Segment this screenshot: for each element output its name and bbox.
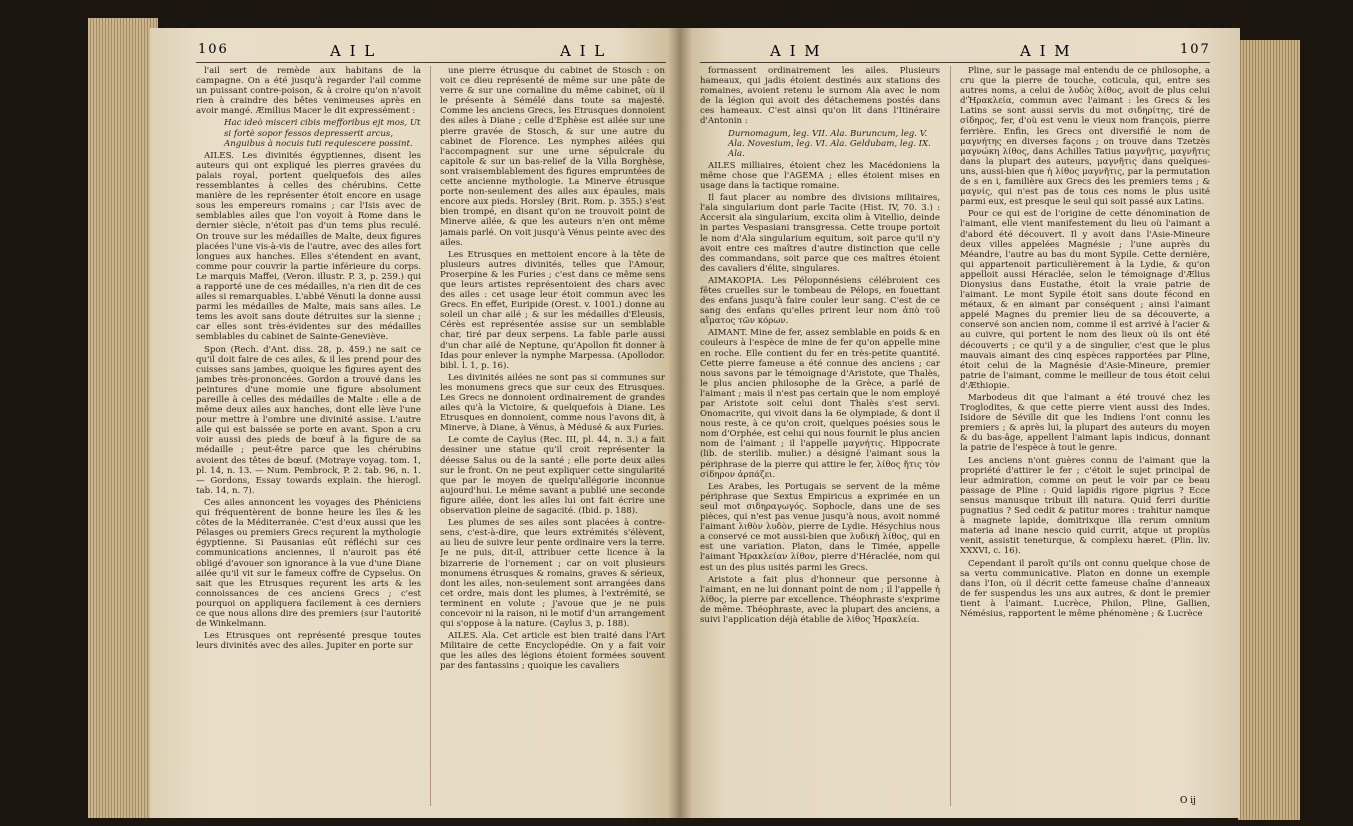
paragraph: AIMANT. Mine de fer, assez semblable en poids & en couleurs à l'espèce de mine de fer qu'on appelle mine en roche. Elle contient du fer en très-petite quantité. Cette pierre fameuse a été connue des anciens ; car nous savons par le témoignage d'Aristote, que Thalès, le plus ancien philosophe de la Grèce, a parlé de l'aimant ; mais il n'est pas certain que le nom employé par Aristote soit celui dont Thalès s'est servi. Onomacrite, qui vivoit dans la 6e olympiade, & dont il nous reste, à ce qu'on croit, quelques poésies sous le nom d'Orphée, est celui qui nous fournit le plus ancien nom de l'aimant ; il l'appelle μαγνήτις. Hippocrate (lib. de sterilib. mulier.) a désigné l'aimant sous la périphrase de la pierre qui attire le fer, λίθος ἥτις τὸν σίδηρον ἁρπάζει. xyxy=(700,328,940,480)
paragraph: AILES milliaires, étoient chez les Macédoniens la même chose que l'AGEMA ; elles étoient mises en usage dans la tactique romaine. xyxy=(700,160,940,192)
signature-mark: O ij xyxy=(1180,796,1196,806)
right-column-1 xyxy=(700,66,940,786)
paragraph: Ces ailes annoncent les voyages des Phéniciens qui fréquentèrent de bonne heure les îles & les côtes de la Méditerranée. C'est d'eux aussi que les Pélasges ou premiers Grecs reçurent la mythologie égyptienne. Si Pausanias eût réfléchi sur ces communications anciennes, il n'auroit pas été obligé d'avouer son ignorance à la vue d'une Diane ailée qu'il vit sur le fameux coffre de Cypselus. On sait que les Etrusques reçurent les arts & les connoissances de ces anciens Grecs ; c'est pourquoi on appliquera facilement à ces derniers ce que nous allons dire des premiers (sur l'autorité de Winkelmann. xyxy=(196,497,421,630)
left-head-rule xyxy=(196,62,666,63)
paragraph: Marbodeus dit que l'aimant a été trouvé chez les Troglodites, & que cette pierre vient aussi des Indes. Isidore de Séville dit que les Indiens l'ont connu les premiers ; & après lui, la plupart des auteurs du moyen & du bas-âge, appellent l'aimant lapis indicus, donnant la patrie de l'espèce à tout le genre. xyxy=(960,393,1210,454)
paragraph: Les Etrusques en mettoient encore à la tête de plusieurs autres divinités, telles que l'Amour, Proserpine & les Furies ; c'est dans ce même sens que leurs artistes représentoient des chars avec des ailes : cet usage leur étoit commun avec les Grecs. En effet, Euripide (Orest. v. 1001.) donne au soleil un char ailé ; & sur les médailles d'Eleusis, Cérès est représentée assise sur un semblable char, tiré par deux serpens. La fable parle aussi d'un char ailé de Neptune, qu'Apollon fit donner à Idas pour enlever la nymphe Marpessa. (Apollodor. bibl. l. 1, p. 16). xyxy=(440,249,665,371)
right-column-2 xyxy=(960,66,1210,786)
paragraph: Les divinités ailées ne sont pas si communes sur les monumens grecs que sur ceux des Etrusques. Les Grecs ne donnoient ordinairement de grandes ailes qu'à la Victoire, & quelquefois à Diane. Les Etrusques en donnoient, comme nous l'avons dit, à Minerve, à Diane, à Vénus, à Médusé & aux Furies. xyxy=(440,372,665,434)
paragraph: Les Etrusques ont représenté presque toutes leurs divinités avec des ailes. Jupiter en porte sur xyxy=(196,631,421,652)
left-page-number: 106 xyxy=(198,42,229,57)
paragraph: AIMAKOPIA. Les Péloponnésiens célébroient ces fêtes cruelles sur le tombeau de Pélops, en fouettant des enfans jusqu'à faire couler leur sang. C'est de ce sang des enfans qu'elles prirent leur nom ἀπὸ τοῦ αἵματος τῶν κόρων. xyxy=(700,275,940,327)
left-page-edges xyxy=(88,18,158,818)
paragraph: Pline, sur le passage mal entendu de ce philosophe, a cru que la pierre de touche, coticula, qui, entre ses autres noms, a celui de λυδὸς λίθος, avoit de plus celui d'Ἡρακλεία, commun avec l'aimant : les Grecs & les Latins se sont aussi servis du mot σιδηρίτης, tiré de σίδηρος, fer, d'où est venu le vieux nom françois, pierre ferrière. Enfin, les Grecs ont diversifié le nom de μαγνήτης en diverses façons ; on trouve dans Tzetzès μαγνώκη λίθος, dans Achilles Tatius μαγνῆτις, μαγνῆτις dans la plupart des auteurs, μαγνῆτις dans quelques-uns, aussi-bien que ἡ λίθος μαγνῆτις, par la permutation de s en i, familière aux Grecs des les premiers tems ; & μαγνίς, qui n'est pas de tous ces noms le plus usité parmi eux, est presque le seul qui soit passé aux Latins. xyxy=(960,66,1210,208)
verse-quote: Hac ideò misceri cibis mefforibus ejt mos, Ut si fortè sopor fessos depresserit arcus, Anguibus à nocuis tuti requiescere possint. xyxy=(224,118,421,149)
paragraph: AILES. Les divinités égyptiennes, disent les auteurs qui ont expliqué les pierres gravées du palais royal, portent quelquefois des ailes ressemblantes à celles des chérubins. Cette manière de les représenter étoit encore en usage sous les empereurs romains ; car l'Isis avec de semblables ailes que l'on voyoit à Rome dans le dernier siècle, n'étoit pas d'un tems plus reculé. On trouve sur les médailles de Malte, deux figures placées l'une vis-à-vis de l'autre, avec des ailes fort longues aux hanches. Elles s'étendent en avant, comme pour couvrir la partie inférieure du corps. Le marquis Maffei, (Veron. illustr. P. 3, p. 259.) qui a rapporté une de ces médailles, n'a rien dit de ces ailes si remarquables. L'abbé Vénuti la donne aussi parmi les médailles de Malte, mais sans ailes. Le tems les avoit sans doute détruites sur la sienne ; car elles sont très-évidentes sur des médailles semblables du cabinet de Sainte-Geneviève. xyxy=(196,150,421,343)
paragraph: Le comte de Caylus (Rec. III, pl. 44, n. 3.) a fait dessiner une statue qu'il croit représenter la déesse Salus ou de la santé ; elle porte deux ailes sur le front. On ne peut expliquer cette singularité que par le moyen de quelqu'allégorie inconnue aujourd'hui. Le même savant a publié une seconde figure ailée, dont les ailes lui ont fait écrire une observation pleine de sagacité. (Ibid. p. 188). xyxy=(440,435,665,517)
left-column-1 xyxy=(196,66,421,806)
right-page-number: 107 xyxy=(1180,42,1211,57)
paragraph: Il faut placer au nombre des divisions militaires, l'ala singularium dont parle Tacite (Hist. IV, 70. 3.) : Accersit ala singularium, excita olim à Vitellio, deinde in partes Vespasiani transgressa. Cette troupe portoit le nom d'Ala singularium equitum, soit parce qu'il n'y avoit entre ces maîtres d'autre distinction que celle des commandans, soit parce que ces maîtres étoient des cavaliers d'élite, singulares. xyxy=(700,193,940,274)
paragraph: AILES. Ala. Cet article est bien traité dans l'Art Militaire de cette Encyclopédie. On y a fait voir que les ailes des légions étoient formées souvent par des fantassins ; quoique les cavaliers xyxy=(440,631,665,672)
left-column-divider xyxy=(430,66,431,806)
paragraph: une pierre étrusque du cabinet de Stosch : on voit ce dieu représenté de même sur une pâte de verre & sur une cornaline du même cabinet, où il le présente à Sémélé dans toute sa majesté. Comme les anciens Grecs, les Etrusques donnoient des ailes à Diane ; celle d'Ephèse est ailée sur une pierre gravée de Stosch, & sur une autre du cabinet de Florence. Les nymphes ailées qui l'accompagnent sur une urne sépulcrale du capitole & sur un bas-relief de la Villa Borghèse, sont vraisemblablement des figures empruntées de cette ancienne mythologie. La Minerve étrusque porte non-seulement des ailes aux épaules, mais encore aux pieds. Horsley (Brit. Rom. p. 355.) s'est bien trompé, en disant qu'on ne trouvoit point de Minerve ailée, & que les auteurs n'en ont même jamais parlé. On voit jusqu'à Vénus peinte avec des ailes. xyxy=(440,66,665,248)
left-running-head-right: A I L xyxy=(560,42,607,60)
paragraph: Aristote a fait plus d'honneur que personne à l'aimant, en ne lui donnant point de nom ; il l'appelle ἡ λίθος, la pierre par excellence. Théophraste s'exprime de même. Théophraste, avec la plupart des anciens, a suivi l'application déjà établie de λίθος Ἡρακλεία. xyxy=(700,574,940,625)
paragraph: l'ail sert de remède aux habitans de la campagne. On a été jusqu'à regarder l'ail comme un puissant contre-poison, & à croire qu'on n'avoit rien à craindre des bêtes venimeuses après en avoir mangé. Æmilius Macer le dit expressément : xyxy=(196,66,421,117)
itinerary-list: Durnomagum, leg. VII. Ala. Buruncum, leg. V. Ala. Novesium, leg. VI. Ala. Geldubam, leg. IX. Ala. xyxy=(728,128,931,159)
paragraph: Les anciens n'ont guères connu de l'aimant que la propriété d'attirer le fer ; c'étoit le sujet principal de leur admiration, comme on peut le voir par ce beau passage de Pline : Quid lapidis rigore pigrius ? Ecce sensus manusque tribuit illi natura. Quid ferri duritie pugnatius ? Sed cedit & patitur mores : trahitur namque à magnete lapide, domitrixque illa rerum omnium materia ad inane nescio quid currit, atque ut propiùs venit, assistit teneturque, & complexu hæret. (Plin. liv. XXXVI, c. 16). xyxy=(960,455,1210,557)
paragraph: formassent ordinairement les ailes. Plusieurs hameaux, qui jadis étoient destinés aux stations des romaines, avoient retenu le surnom Ala avec le nom de la légion qui avoit des détachemens postés dans ces hameaux. C'est ainsi qu'on lit dans l'Itinéraire d'Antonin : xyxy=(700,66,940,127)
paragraph: Les Arabes, les Portugais se servent de la même périphrase que Sextus Empiricus a exprimée en un seul mot σιδηραγωγός. Sophocle, dans une de ses pièces, qui n'est pas venue jusqu'à nous, avoit nommé l'aimant λιθὸν λυδὸν, pierre de Lydie. Hésychius nous a conservé ce mot aussi-bien que λυδικὴ λίθος, qui en est une variation. Platon, dans le Timée, appelle l'aimant Ἡρακλείαν λίθον, pierre d'Héraclée, nom qui est un des plus usités parmi les Grecs. xyxy=(700,481,940,573)
left-running-head-left: A I L xyxy=(330,42,377,60)
right-head-rule xyxy=(700,62,1210,63)
paragraph: Spon (Rech. d'Ant. diss. 28, p. 459.) ne sait ce qu'il doit faire de ces ailes, & il les prend pour des cuisses sans jambes, quoique les figures ayent des jambes très-prononcées. Gordon a trouvé dans les peintures d'une momie une figure absolument pareille à celles des médailles de Malte : elle a de même deux ailes aux hanches, dont elle lève l'une pour mettre à l'ombre une divinité assise. L'autre aile qui est baissée se porte en avant. Spon a cru voir aussi des pieds de bœuf à la figure de sa médaille ; peut-être parce que les chérubins avoient des têtes de bœuf. (Motraye voyag. tom. 1, pl. 14, n. 13. — Num. Pembrock, P. 2. tab. 96, n. 1. — Gordons, Essay towards explain. the hierogl. tab. 14, n. 7). xyxy=(196,344,421,496)
paragraph: Pour ce qui est de l'origine de cette dénomination de l'aimant, elle vient manifestement du lieu où l'aimant a d'abord été découvert. Il y avoit dans l'Asie-Mineure deux villes appelées Magnésie ; l'une auprès du Méandre, l'autre au bas du mont Sypile. Cette dernière, qui appartenoit particulièrement à la Lydie, & qu'on appelloit aussi Héraclée, selon le témoignage d'Ælius Dionysius dans Eustathe, étoit la vraie patrie de l'aimant. Le mont Sypile étoit sans doute fécond en métaux, & en aimant par conséquent ; ainsi l'aimant appelé Magnes du premier lieu de sa découverte, a conservé son ancien nom, comme il est arrivé à l'acier & au cuivre, qui portent le nom des lieux où ils ont été découverts ; ce qu'il y a de singulier, c'est que le plus mauvais aimant des cinq espèces rapportées par Pline, étoit celui de la Magnésie d'Asie-Mineure, premier patrie de l'aimant, comme le meilleur de tous étoit celui d'Æthiopie. xyxy=(960,209,1210,391)
paragraph: Cependant il paroît qu'ils ont connu quelque chose de sa vertu communicative. Platon en donne un exemple dans l'Ion, où il décrit cette fameuse chaîne d'anneaux de fer suspendus les uns aux autres, & dont le premier tient à l'aimant. Lucrèce, Philon, Pline, Gallien, Némésius, rapportent le même phénomène ; & Lucrèce xyxy=(960,558,1210,619)
left-column-2 xyxy=(440,66,665,806)
paragraph: Les plumes de ses ailes sont placées à contre-sens, c'est-à-dire, que leurs extrémités s'élèvent, au lieu de suivre leur pente ordinaire vers la terre. Je ne puis, dit-il, attribuer cette licence à la bizarrerie de l'ornement ; car on voit plusieurs monumens étrusques & romains, graves & sérieux, dont les ailes, non-seulement sont arrangées dans cet ordre, mais dont les plumes, à l'extrémité, se terminent en volute ; j'avoue que je ne puis concevoir ni la raison, ni le motif d'un arrangement qui s'oppose à la nature. (Caylus 3, p. 188). xyxy=(440,518,665,630)
right-column-divider xyxy=(950,66,951,806)
book-gutter xyxy=(668,28,692,818)
right-running-head-left: A I M xyxy=(770,42,822,60)
right-page-edges xyxy=(1238,40,1300,820)
right-running-head-right: A I M xyxy=(1020,42,1072,60)
